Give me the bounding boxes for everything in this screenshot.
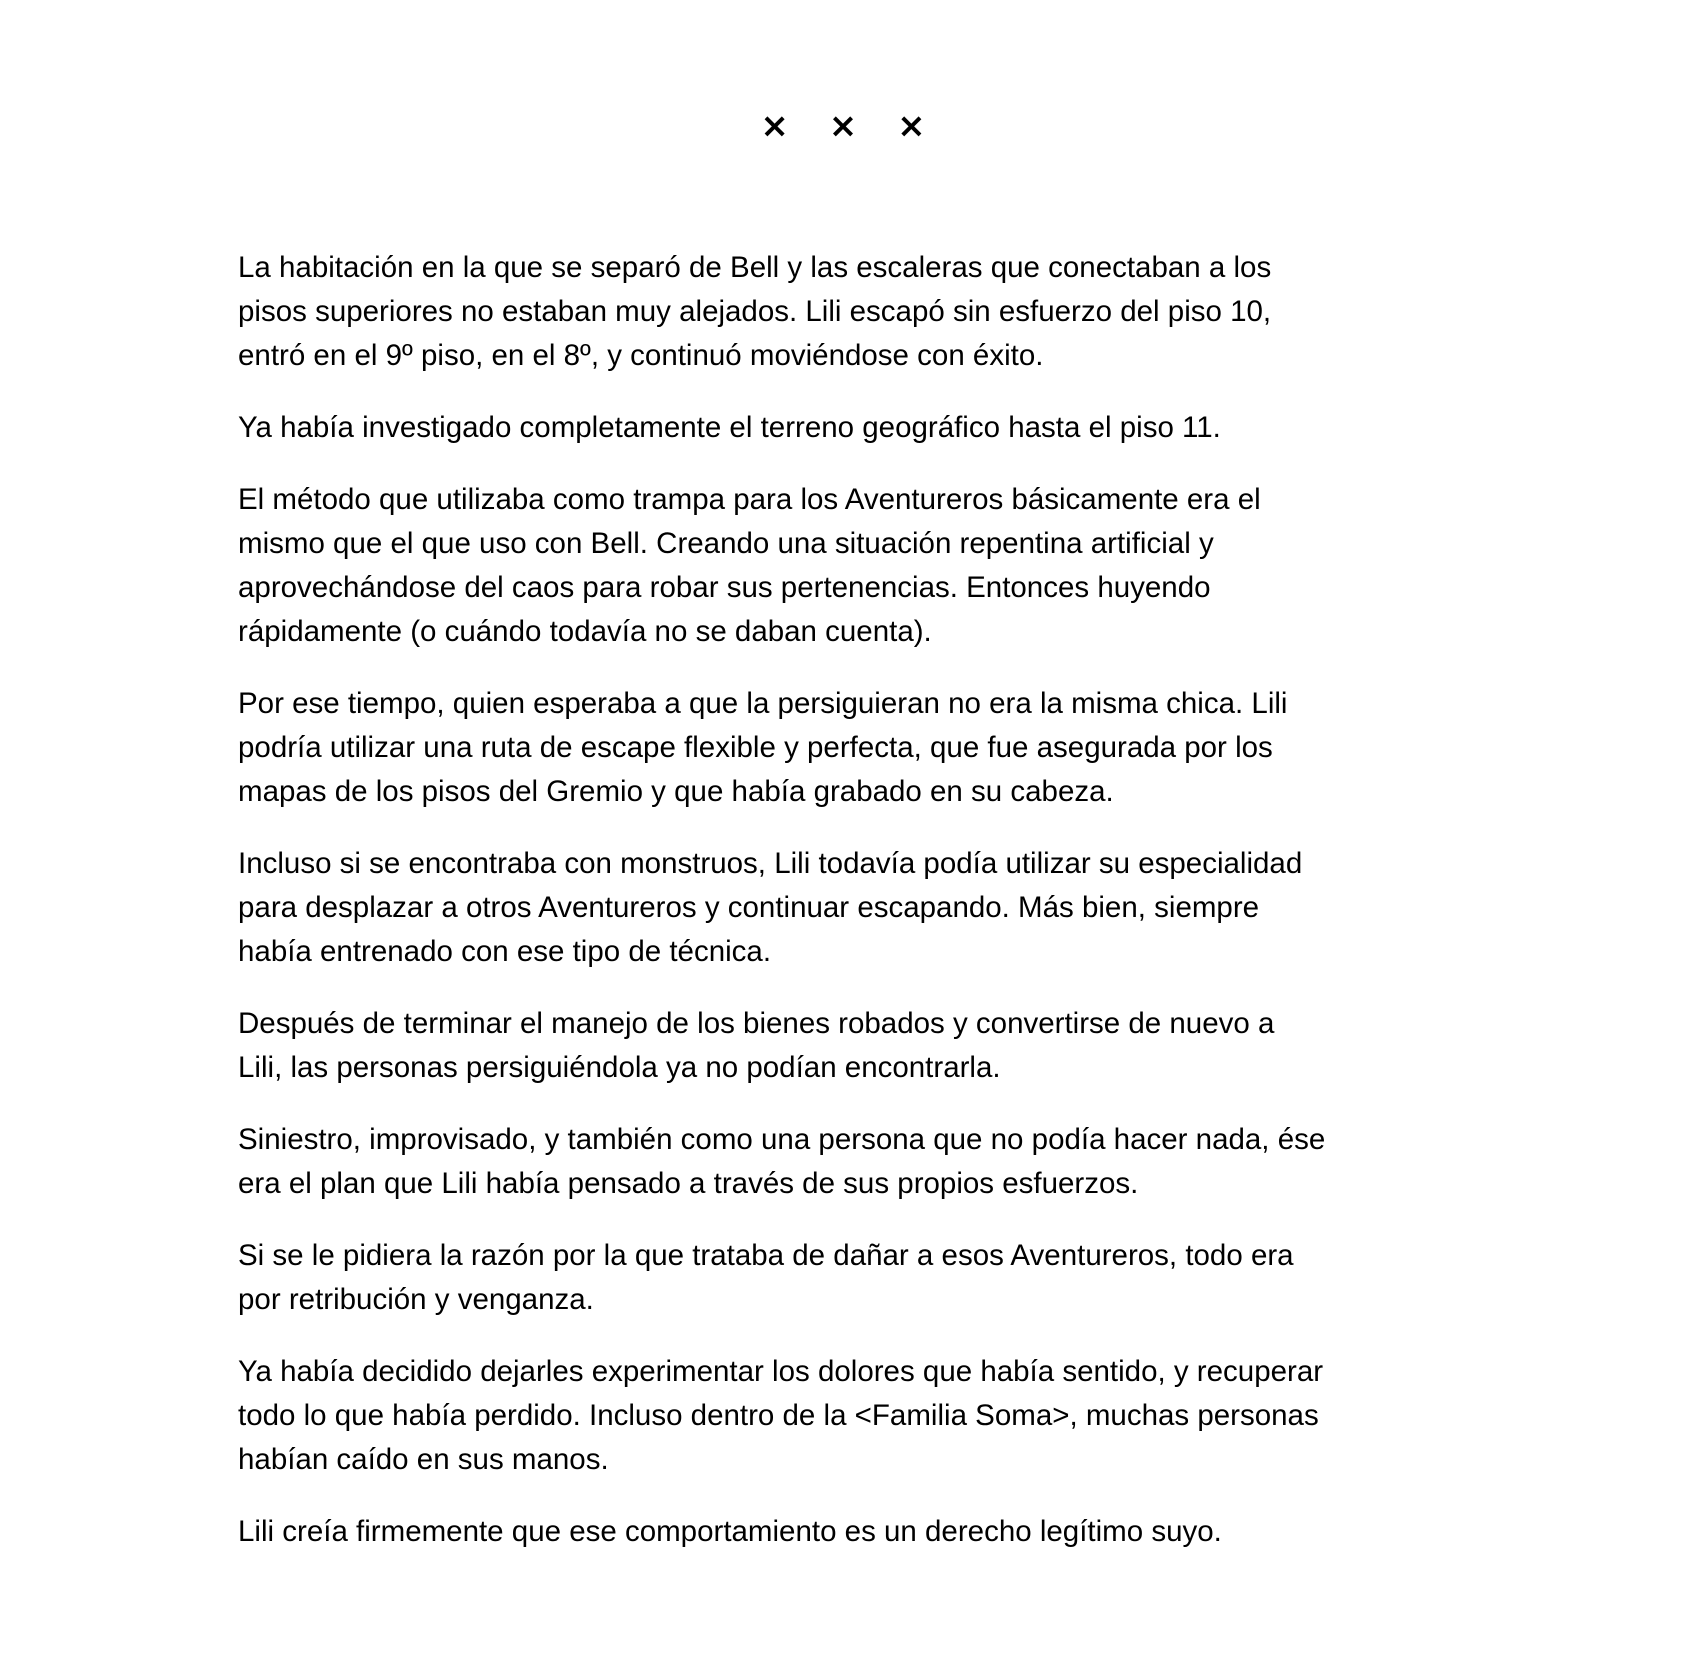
text-line: Ya había investigado completamente el terreno geográfico hasta el piso 11. [238,411,1221,444]
text-line: entró en el 9º piso, en el 8º, y continuó moviéndose con éxito. [238,339,1044,372]
text-line: Después de terminar el manejo de los bienes robados y convertirse de nuevo a [238,1007,1275,1040]
text-line: Ya había decidido dejarles experimentar los dolores que había sentido, y recuperar [238,1355,1324,1388]
text-line: Lili, las personas persiguiéndola ya no podían encontrarla. [238,1051,1001,1084]
text-line: habían caído en sus manos. [238,1443,609,1476]
text-line: pisos superiores no estaban muy alejados. Lili escapó sin esfuerzo del piso 10, [238,295,1272,328]
text-line: mismo que el que uso con Bell. Creando una situación repentina artificial y [238,527,1214,560]
text-line: había entrenado con ese tipo de técnica. [238,935,772,968]
text-line: para desplazar a otros Aventureros y continuar escapando. Más bien, siempre [238,891,1260,924]
paragraph [238,246,1500,378]
text-line: El método que utilizaba como trampa para los Aventureros básicamente era el [238,483,1261,516]
text-line: Lili creía firmemente que ese comportamiento es un derecho legítimo suyo. [238,1515,1222,1548]
paragraph [238,1510,1500,1554]
text-line: La habitación en la que se separó de Bell y las escaleras que conectaban a los [238,251,1272,284]
text-line: mapas de los pisos del Gremio y que había grabado en su cabeza. [238,775,1114,808]
text-line: rápidamente (o cuándo todavía no se daban cuenta). [238,615,932,648]
text-line: Siniestro, improvisado, y también como una persona que no podía hacer nada, ése [238,1123,1326,1156]
paragraph [238,1350,1500,1482]
paragraph [238,1234,1500,1322]
body-text [238,246,1500,1582]
paragraph [238,478,1500,654]
paragraph [238,1002,1500,1090]
paragraph [238,1118,1500,1206]
text-line: Incluso si se encontraba con monstruos, Lili todavía podía utilizar su especialidad [238,847,1303,880]
paragraph [238,406,1500,450]
paragraph [238,842,1500,974]
text-line: podría utilizar una ruta de escape flexible y perfecta, que fue asegurada por los [238,731,1273,764]
text-line: por retribución y venganza. [238,1283,594,1316]
text-line: Si se le pidiera la razón por la que trataba de dañar a esos Aventureros, todo era [238,1239,1294,1272]
text-line: era el plan que Lili había pensado a través de sus propios esfuerzos. [238,1167,1139,1200]
text-line: todo lo que había perdido. Incluso dentro de la <Familia Soma>, muchas personas [238,1399,1319,1432]
text-line: aprovechándose del caos para robar sus pertenencias. Entonces huyendo [238,571,1211,604]
paragraph [238,682,1500,814]
text-line: Por ese tiempo, quien esperaba a que la persiguieran no era la misma chica. Lili [238,687,1288,720]
section-separator: × × × [760,106,940,146]
